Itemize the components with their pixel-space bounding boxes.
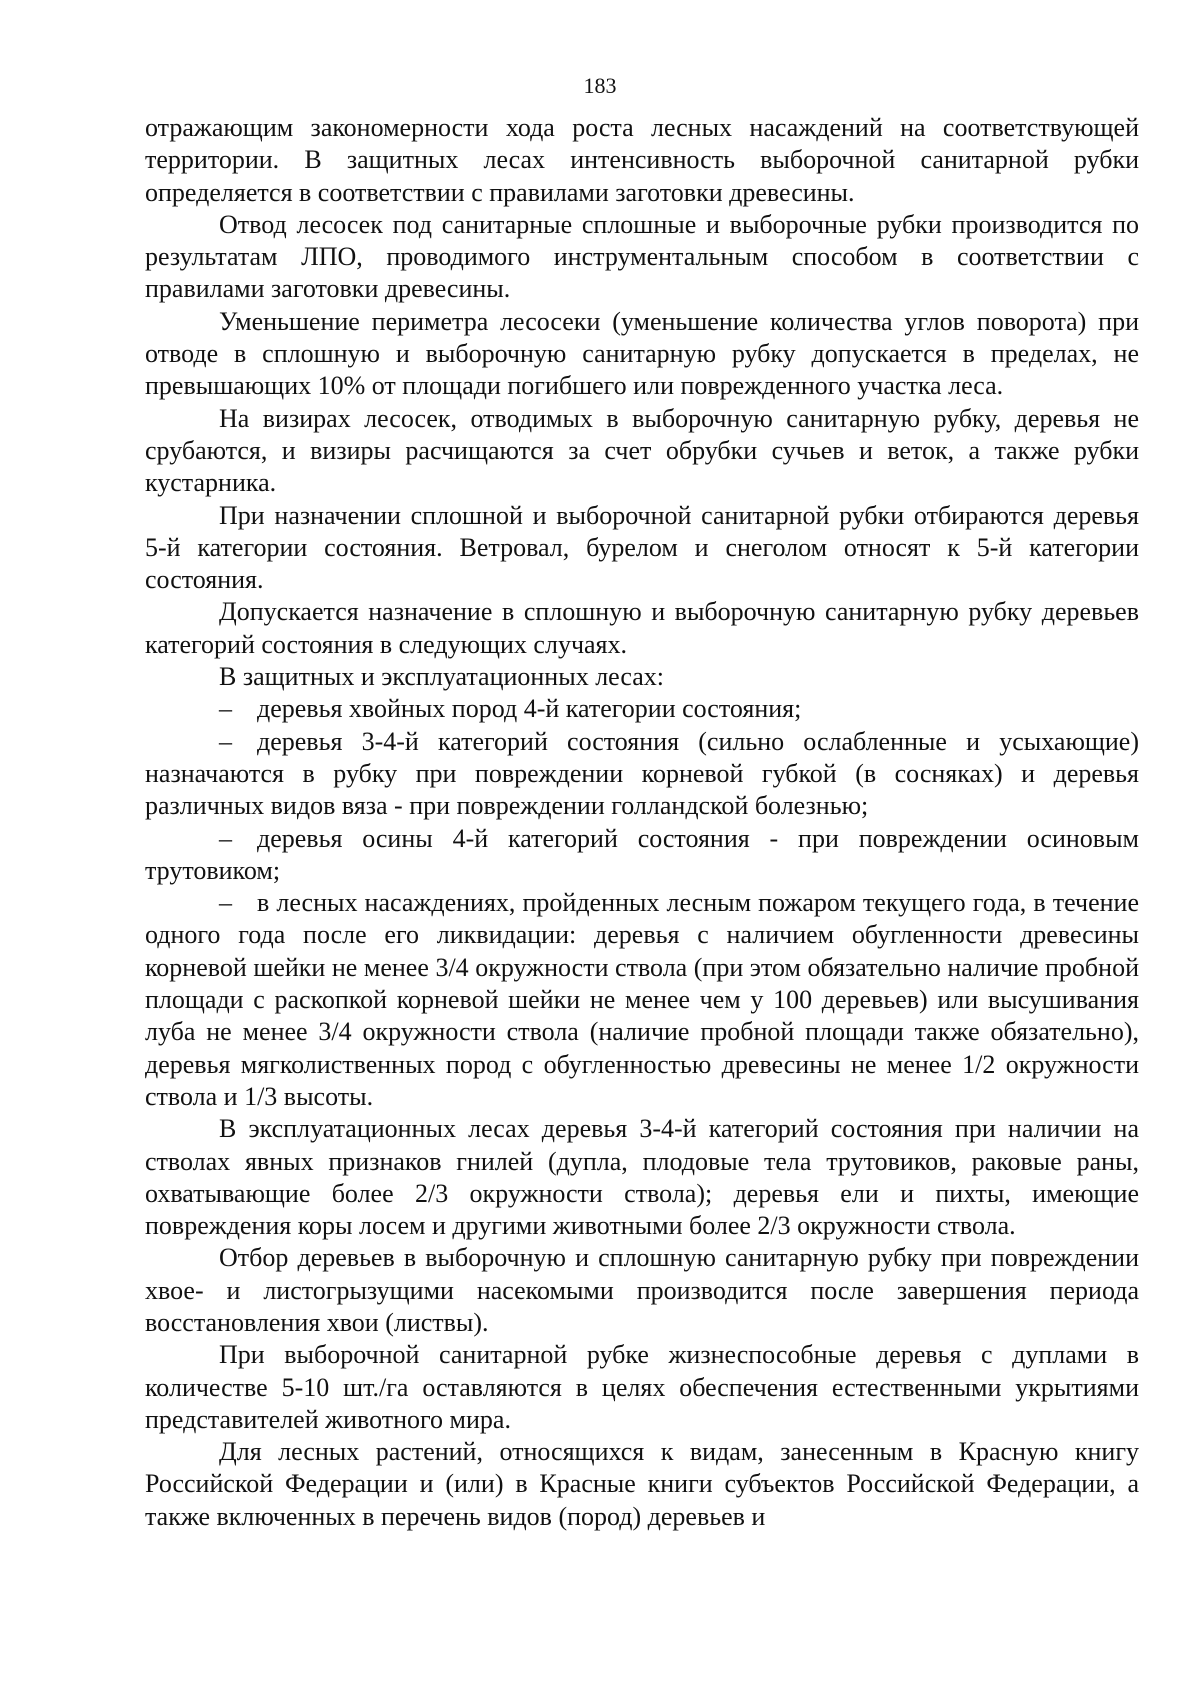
paragraph: Отвод лесосек под санитарные сплошные и выборочные рубки производится по результатам ЛПО, проводимого инструментальным способом в соответствии с правилами заготовки древесины. — [145, 209, 1139, 304]
document-body — [145, 112, 1139, 1533]
paragraph: В эксплуатационных лесах деревья 3-4-й категорий состояния при наличии на стволах явных признаков гнилей (дупла, плодовые тела трутовиков, раковые раны, охватывающие более 2/3 окружности ствола); деревья ели и пихты, имеющие повреждения коры лосем и другими животными более 2/3 окружности ствола. — [145, 1114, 1139, 1241]
page-number: 183 — [583, 73, 617, 98]
bullet-item — [145, 726, 1139, 823]
paragraph: На визирах лесосек, отводимых в выборочную санитарную рубку, деревья не срубаются, и визиры расчищаются за счет обрубки сучьев и веток, а также рубки кустарника. — [145, 403, 1139, 498]
bullet-text: деревья осины 4-й категорий состояния - при повреждении осиновым трутовиком; — [145, 823, 1139, 885]
bullet-text: деревья 3-4-й категорий состояния (сильно ослабленные и усыхающие) назначаются в рубку при повреждении корневой губкой (в сосняках) и деревья различных видов вяза - при повреждении голландской болезнью; — [145, 726, 1139, 821]
paragraph: При назначении сплошной и выборочной санитарной рубки отбираются деревья 5-й категории состояния. Ветровал, бурелом и снеголом относят к 5-й категории состояния. — [145, 500, 1139, 595]
paragraph-truncated: Для лесных растений, относящихся к видам, занесенным в Красную книгу Российской Федерации и (или) в Красные книги субъектов Российской Федерации, а также включенных в перечень видов (пород) деревьев и — [145, 1437, 1139, 1531]
paragraph-continuation: отражающим закономерности хода роста лесных насаждений на соответствующей территории. В защитных лесах интенсивность выборочной санитарной рубки определяется в соответствии с правилами заготовки древесины. — [145, 113, 1139, 207]
paragraph: Допускается назначение в сплошную и выборочную санитарную рубку деревьев категорий состояния в следующих случаях. — [145, 597, 1139, 659]
bullet-dash: – — [219, 888, 232, 918]
paragraph: В защитных и эксплуатационных лесах: — [219, 662, 664, 692]
bullet-text: в лесных насаждениях, пройденных лесным пожаром текущего года, в течение одного года после его ликвидации: деревья с наличием обугленности древесины корневой шейки не менее 3/4 окружности ствола (при этом обязательно наличие пробной площади с раскопкой корневой шейки не менее чем у 100 деревьев) или высушивания луба не менее 3/4 окружности ствола (наличие пробной площади также обязательно), деревья мягколиственных пород с обугленностью древесины не менее 1/2 окружности ствола и 1/3 высоты. — [145, 888, 1139, 1111]
paragraph: Уменьшение периметра лесосеки (уменьшение количества углов поворота) при отводе в сплошную и выборочную санитарную рубку допускается в пределах, не превышающих 10% от площади погибшего или поврежденного участка леса. — [145, 306, 1139, 401]
bullet-dash: – — [219, 823, 232, 853]
bullet-dash: – — [219, 726, 232, 756]
paragraph: При выборочной санитарной рубке жизнеспособные деревья с дуплами в количестве 5-10 шт./га оставляются в целях обеспечения естественными укрытиями представителей животного мира. — [145, 1340, 1139, 1434]
bullet-text: деревья хвойных пород 4-й категории состояния; — [257, 694, 802, 724]
bullet-dash: – — [219, 694, 232, 724]
bullet-item — [145, 887, 1139, 1113]
bullet-item — [145, 823, 1139, 888]
paragraph: Отбор деревьев в выборочную и сплошную санитарную рубку при повреждении хвое- и листогрызущими насекомыми производится после завершения периода восстановления хвои (листвы). — [145, 1243, 1139, 1337]
bullet-item — [145, 693, 1139, 725]
